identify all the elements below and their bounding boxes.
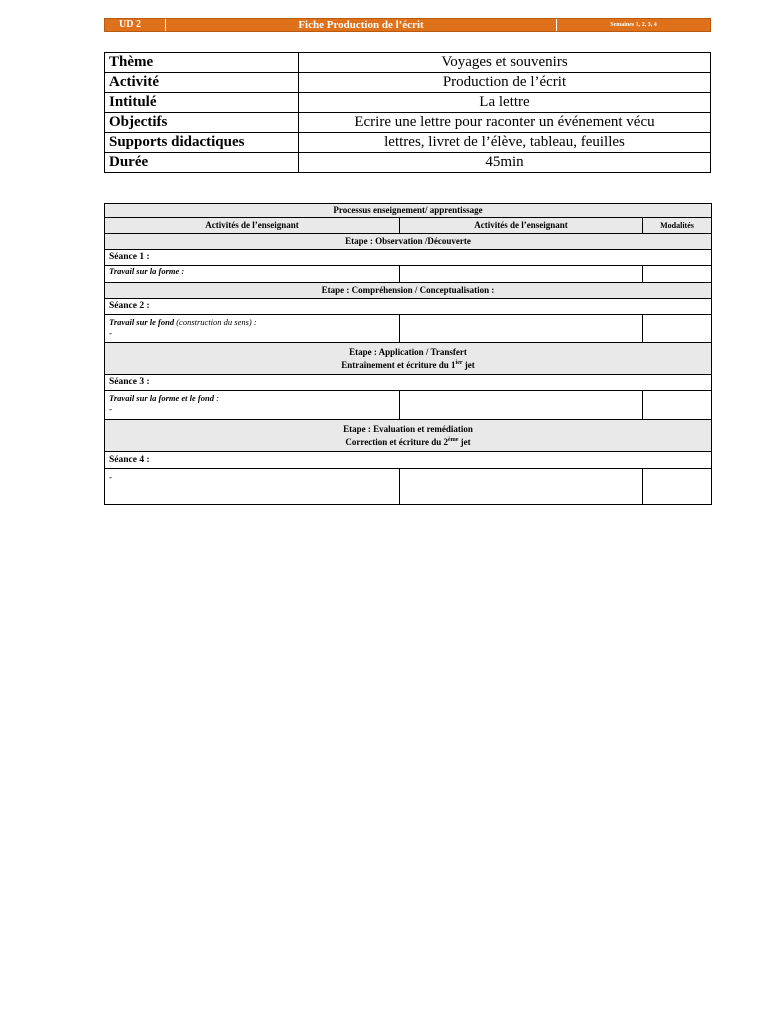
stage-observation: Etape : Observation /Découverte: [105, 234, 712, 250]
stage-evaluation: [105, 420, 712, 452]
session-1: Séance 1 :: [105, 250, 712, 266]
stage-application: [105, 343, 712, 375]
info-label: Thème: [105, 53, 299, 73]
info-value: lettres, livret de l’élève, tableau, feuilles: [299, 133, 711, 153]
session-3: Séance 3 :: [105, 375, 712, 391]
weeks-label: Semaines 1, 2, 3, 4: [557, 19, 710, 31]
info-row: [105, 133, 711, 153]
process-table: [104, 203, 712, 505]
work-content-plain: (construction du sens) :: [174, 317, 257, 327]
header-band: [104, 18, 711, 32]
work-content-bold: Travail sur le fond: [109, 317, 175, 327]
info-row: [105, 93, 711, 113]
stage-evaluation-title: Etape : Evaluation et remédiation: [343, 423, 473, 434]
info-label: Intitulé: [105, 93, 299, 113]
stage-application-title: Etape : Application / Transfert: [349, 346, 467, 357]
col-header-modalities: Modalités: [643, 218, 712, 234]
unit-label: UD 2: [105, 19, 166, 31]
info-value: La lettre: [299, 93, 711, 113]
work-form-content-label: Travail sur la forme et le fond :: [109, 393, 219, 403]
session-4: Séance 4 :: [105, 452, 712, 469]
info-value: Production de l’écrit: [299, 73, 711, 93]
col-header-teacher-2: Activités de l’enseignant: [400, 218, 643, 234]
info-row: [105, 53, 711, 73]
info-value: 45min: [299, 153, 711, 173]
dash-marker: -: [109, 328, 112, 338]
empty-cell: [643, 469, 712, 505]
dash-marker: -: [109, 404, 112, 414]
info-row: [105, 153, 711, 173]
info-row: [105, 73, 711, 93]
session-1-cell: [105, 266, 400, 283]
work-form-label: Travail sur la forme :: [109, 266, 185, 276]
empty-cell: [400, 266, 643, 283]
session-2-cell: [105, 315, 400, 343]
empty-cell: [643, 315, 712, 343]
empty-cell: [400, 469, 643, 505]
stage-evaluation-subtitle: Correction et écriture du 2ème jet: [345, 436, 471, 447]
info-row: [105, 113, 711, 133]
empty-cell: [643, 391, 712, 420]
dash-marker: -: [109, 472, 112, 482]
sheet-title: Fiche Production de l’écrit: [166, 19, 557, 31]
session-4-cell: [105, 469, 400, 505]
info-label: Durée: [105, 153, 299, 173]
empty-cell: [400, 391, 643, 420]
stage-application-subtitle: Entraînement et écriture du $1^{ier}$ jet: [341, 359, 475, 370]
info-value: Voyages et souvenirs: [299, 53, 711, 73]
info-label: Objectifs: [105, 113, 299, 133]
empty-cell: [643, 266, 712, 283]
session-2: Séance 2 :: [105, 299, 712, 315]
col-header-teacher: Activités de l’enseignant: [105, 218, 400, 234]
process-title: Processus enseignement/ apprentissage: [105, 204, 712, 218]
session-3-cell: [105, 391, 400, 420]
work-content-label: [109, 317, 257, 327]
info-value: Ecrire une lettre pour raconter un événement vécu: [299, 113, 711, 133]
info-table: [104, 52, 711, 173]
stage-comprehension: Etape : Compréhension / Conceptualisation :: [105, 283, 712, 299]
info-label: Activité: [105, 73, 299, 93]
info-label: Supports didactiques: [105, 133, 299, 153]
empty-cell: [400, 315, 643, 343]
